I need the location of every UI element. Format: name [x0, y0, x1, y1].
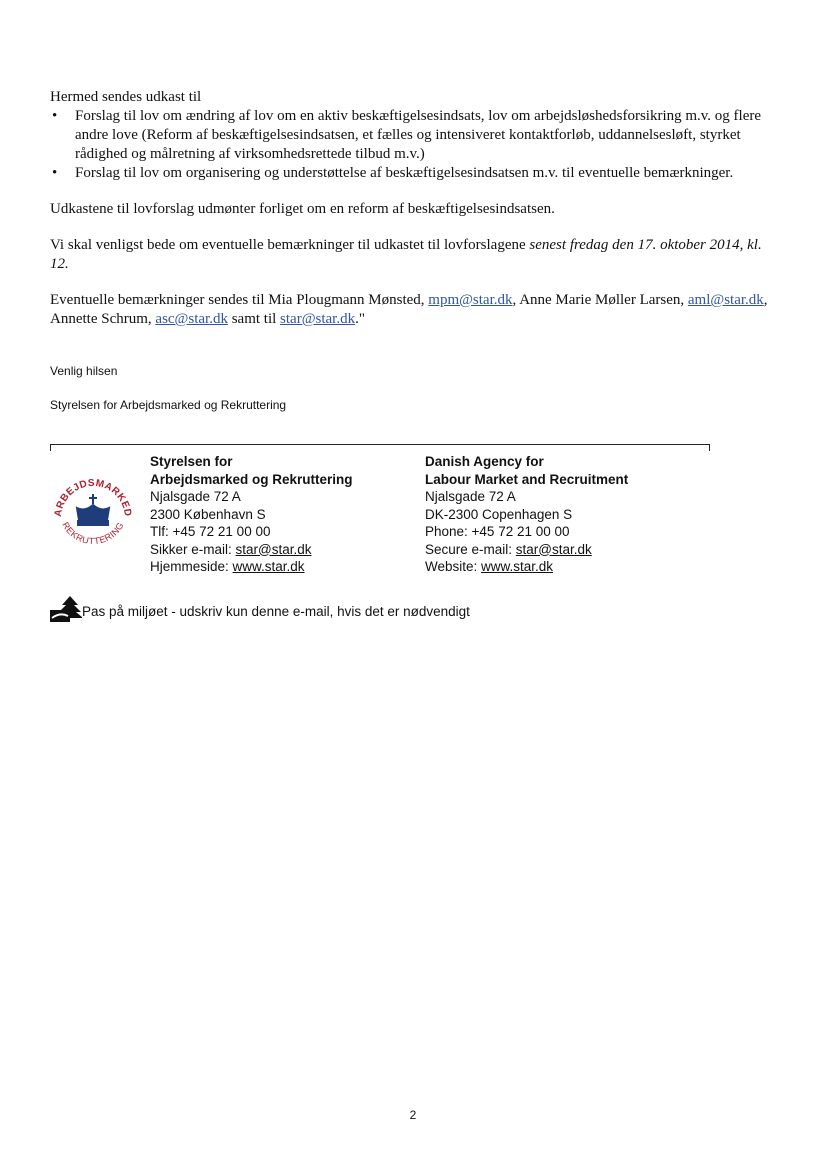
signature-divider-left: [50, 444, 51, 451]
crown-icon: [77, 494, 109, 525]
email-link-asc[interactable]: asc@star.dk: [155, 311, 228, 327]
email-line: [150, 541, 353, 559]
signature-divider: [50, 444, 710, 445]
contacts-text: samt til: [227, 311, 281, 327]
eco-note: Pas på miljøet - udskriv kun denne e-mail, hvis det er nødvendigt: [82, 604, 470, 619]
paragraph-deadline: [50, 236, 770, 274]
contacts-text: , Annette Schrum,: [50, 292, 768, 327]
greeting: Venlig hilsen: [50, 364, 118, 378]
website-line: [425, 558, 628, 576]
email-link-mpm[interactable]: mpm@star.dk: [428, 292, 513, 308]
logo-ring-top: ARBEJDSMARKED: [52, 477, 134, 518]
agency-name-line1: Styrelsen for: [150, 454, 233, 469]
secure-email-link[interactable]: star@star.dk: [515, 541, 592, 557]
email-line: [425, 541, 628, 559]
agency-name-line2: Arbejdsmarked og Rekruttering: [150, 471, 353, 487]
intro-text: Hermed sendes udkast til: [50, 89, 202, 105]
website-line: [150, 558, 353, 576]
contacts-text: , Anne Marie Møller Larsen,: [512, 292, 688, 308]
agency-name-line2: Labour Market and Recruitment: [425, 471, 629, 487]
contacts-text: Eventuelle bemærkninger sendes til Mia Plougmann Mønsted,: [50, 292, 429, 308]
email-link-star[interactable]: star@star.dk: [280, 311, 356, 327]
agency-logo: [47, 466, 139, 558]
phone-number: Tlf: +45 72 21 00 00: [150, 524, 271, 539]
website-label: Website:: [425, 559, 482, 574]
logo-ring-bottom: REKRUTTERING: [60, 520, 126, 547]
email-link-aml[interactable]: aml@star.dk: [687, 292, 764, 308]
signature-danish: [150, 453, 353, 576]
agency-name-line1: Danish Agency for: [425, 454, 544, 469]
bullet-list: [50, 107, 770, 183]
phone-number: Phone: +45 72 21 00 00: [425, 524, 570, 539]
city-address: 2300 København S: [150, 506, 266, 522]
tree-icon: [50, 596, 82, 622]
email-label: Secure e-mail:: [425, 541, 516, 557]
secure-email-link[interactable]: star@star.dk: [235, 541, 312, 557]
city-address: DK-2300 Copenhagen S: [425, 506, 573, 522]
website-link[interactable]: www.star.dk: [481, 559, 554, 574]
signature-divider-right: [709, 444, 710, 451]
signature-english: [425, 453, 628, 576]
page-number: 2: [409, 1108, 417, 1122]
website-link[interactable]: www.star.dk: [232, 559, 305, 574]
deadline-date: senest fredag den 17. oktober 2014, kl. 12.: [50, 237, 762, 272]
deadline-text: Vi skal venligst bede om eventuelle bemærkninger til udkastet til lovforslagene: [50, 237, 530, 253]
street-address: Njalsgade 72 A: [150, 489, 241, 504]
paragraph-contacts: [50, 291, 770, 329]
contacts-text: .": [355, 311, 365, 327]
sender-name: Styrelsen for Arbejdsmarked og Rekruttering: [50, 398, 287, 412]
bullet-item: • Forslag til lov om organisering og understøttelse af beskæftigelsesindsatsen m.v. til eventuelle bemærkninger.: [50, 164, 770, 183]
bullet-item: • Forslag til lov om ændring af lov om en aktiv beskæftigelsesindsats, lov om arbejdsløshedsforsikring m.v. og flere andre love (Reform af beskæftigelsesindsatsen, et fælles og intensiveret kontaktforløb, uddannelsesløft, styrket rådighed og målretning af virksomhedsrettede tilbud m.v.): [50, 107, 770, 164]
email-label: Sikker e-mail:: [150, 541, 236, 557]
paragraph-reform: Udkastene til lovforslag udmønter forliget om en reform af beskæftigelsesindsatsen.: [50, 201, 555, 217]
street-address: Njalsgade 72 A: [425, 489, 516, 504]
website-label: Hjemmeside:: [150, 559, 233, 574]
intro-block: [50, 88, 770, 183]
